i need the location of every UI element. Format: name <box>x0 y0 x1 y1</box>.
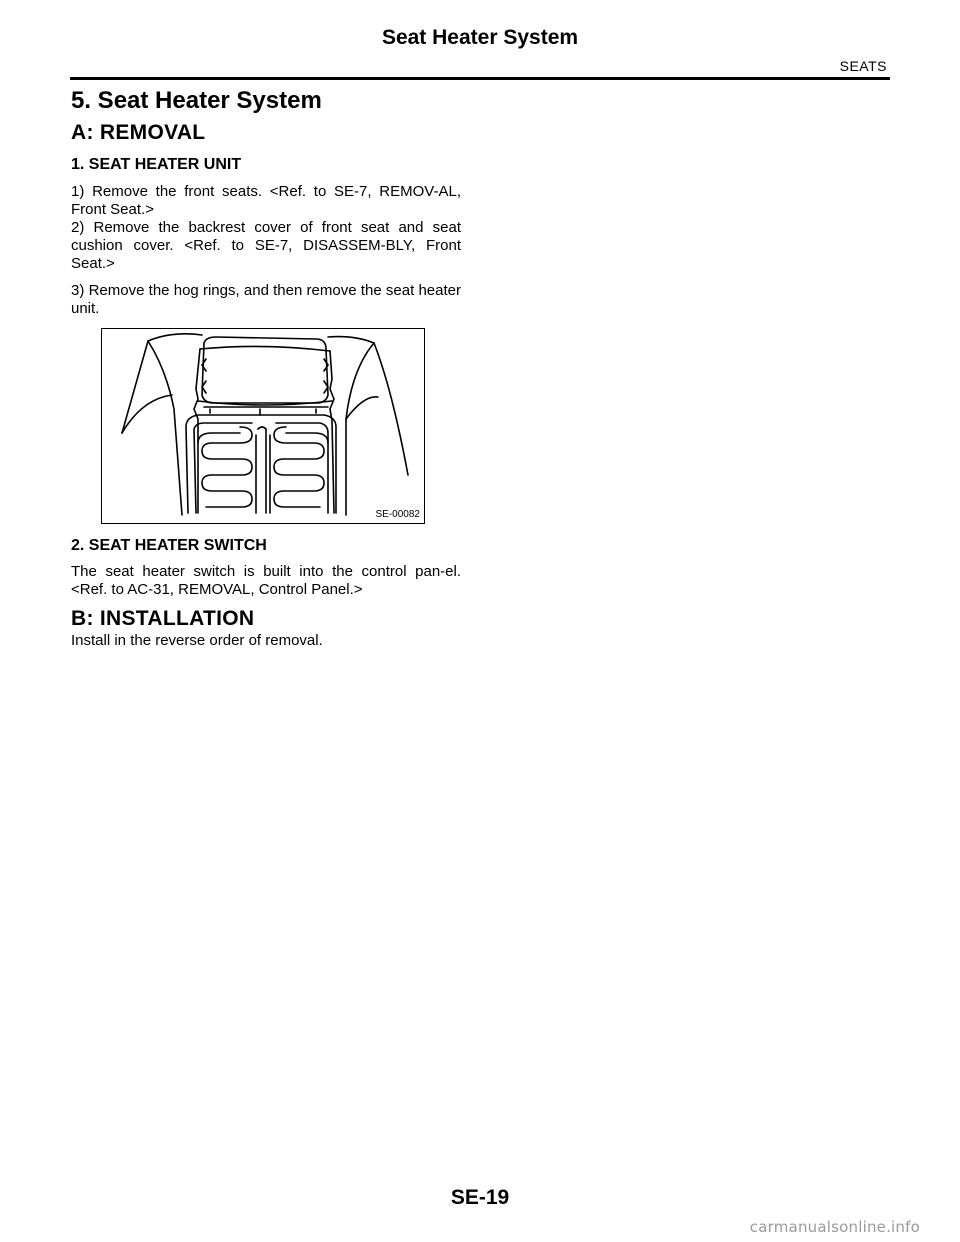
removal-heading: A: REMOVAL <box>71 121 206 144</box>
installation-text: Install in the reverse order of removal. <box>71 632 323 649</box>
installation-heading: B: INSTALLATION <box>71 607 255 630</box>
seat-heater-switch-text: The seat heater switch is built into the control pan-el. <Ref. to AC-31, REMOVAL, Control Panel.> <box>71 563 461 598</box>
section-tag: SEATS <box>839 58 887 74</box>
running-header-title: Seat Heater System <box>381 26 579 49</box>
header-rule <box>70 77 890 80</box>
figure-code: SE-00082 <box>375 509 420 520</box>
watermark: carmanualsonline.info <box>749 1218 920 1236</box>
seat-heater-illustration <box>102 329 424 523</box>
removal-step-3: 3) Remove the hog rings, and then remove the seat heater unit. <box>71 282 461 317</box>
seat-heater-figure <box>101 328 425 524</box>
section-title: 5. Seat Heater System <box>71 87 322 114</box>
removal-step-2: 2) Remove the backrest cover of front seat and seat cushion cover. <Ref. to SE-7, DISASSEM-BLY, Front Seat.> <box>71 219 461 272</box>
seat-heater-unit-heading: 1. SEAT HEATER UNIT <box>71 156 242 173</box>
page-number: SE-19 <box>450 1186 510 1209</box>
seat-heater-switch-heading: 2. SEAT HEATER SWITCH <box>71 537 267 554</box>
removal-step-1: 1) Remove the front seats. <Ref. to SE-7, REMOV-AL, Front Seat.> <box>71 183 461 218</box>
